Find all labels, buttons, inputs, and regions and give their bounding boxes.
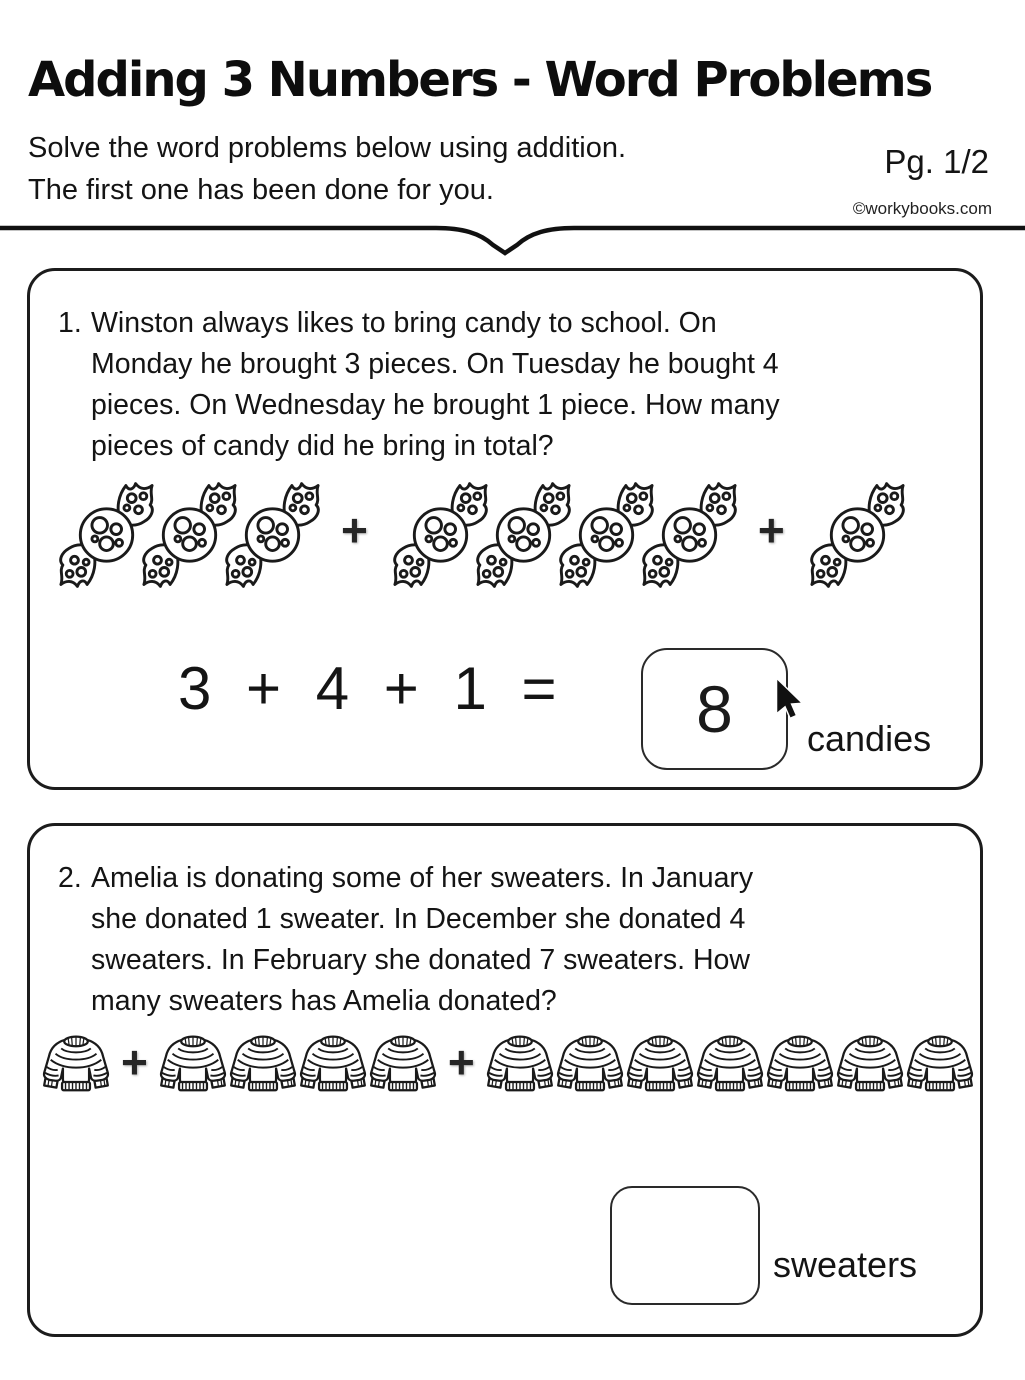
plus-sign: +: [121, 1036, 148, 1088]
page-title: Adding 3 Numbers - Word Problems: [28, 52, 932, 108]
problem-1-text: [58, 303, 780, 467]
sweater-icon: [696, 1033, 764, 1097]
answer-box-1[interactable]: 8: [641, 648, 788, 770]
problem-2-number: 2.: [58, 862, 82, 894]
sweater-icon: [766, 1033, 834, 1097]
problem-1-line: Winston always likes to bring candy to school. On: [91, 307, 717, 339]
page-subtitle: [28, 127, 626, 211]
problem-2-line: she donated 1 sweater. In December she donated 4: [91, 903, 746, 935]
candy-icon: [224, 476, 321, 594]
sweater-group: [42, 1033, 112, 1097]
answer-box-2[interactable]: [610, 1186, 760, 1305]
sweater-icon: [836, 1033, 904, 1097]
unit-label-candies: candies: [807, 718, 932, 759]
sweater-icon: [486, 1033, 554, 1097]
subtitle-line-1: Solve the word problems below using addition.: [28, 132, 627, 164]
candy-group: [392, 476, 724, 594]
sweater-group: [159, 1033, 439, 1097]
plus-sign: +: [341, 504, 368, 556]
problem-1-line: pieces of candy did he bring in total?: [91, 430, 554, 462]
problem-1-number: 1.: [58, 307, 82, 339]
cursor-arrow-icon: [771, 677, 807, 721]
copyright-text: ©workybooks.com: [852, 199, 992, 218]
notched-divider-line: [0, 212, 1025, 268]
plus-sign: +: [757, 504, 785, 556]
sweater-icon: [299, 1033, 367, 1097]
sweater-icon: [229, 1033, 297, 1097]
problem-2-line: many sweaters has Amelia donated?: [91, 985, 557, 1017]
candy-row: [58, 469, 892, 601]
problem-card-2: [27, 823, 983, 1337]
sweater-icon: [906, 1033, 974, 1097]
sweater-icon: [159, 1033, 227, 1097]
sweater-icon: [556, 1033, 624, 1097]
sweater-icon: [369, 1033, 437, 1097]
problem-2-text: [58, 858, 753, 1022]
candy-group: [58, 476, 307, 594]
sweater-icon: [42, 1033, 110, 1097]
problem-1-line: pieces. On Wednesday he brought 1 piece. How many: [91, 389, 780, 421]
problem-2-line: Amelia is donating some of her sweaters. In January: [91, 862, 754, 894]
problem-2-line: sweaters. In February she donated 7 sweaters. How: [91, 944, 750, 976]
sweater-group: [486, 1033, 976, 1097]
candy-icon: [641, 476, 738, 594]
plus-sign: +: [447, 1036, 475, 1088]
candy-group: [809, 476, 892, 594]
equation-expression: 3 + 4 + 1 =: [178, 655, 560, 722]
candy-icon: [809, 476, 906, 594]
page-number-label: Pg. 1/2: [884, 143, 989, 180]
unit-label-sweaters: sweaters: [773, 1244, 918, 1285]
problem-card-1: [27, 268, 983, 790]
sweater-icon: [626, 1033, 694, 1097]
sweater-row: [42, 1024, 976, 1106]
subtitle-line-2: The first one has been done for you.: [28, 174, 494, 206]
problem-1-line: Monday he brought 3 pieces. On Tuesday he bought 4: [91, 348, 779, 380]
